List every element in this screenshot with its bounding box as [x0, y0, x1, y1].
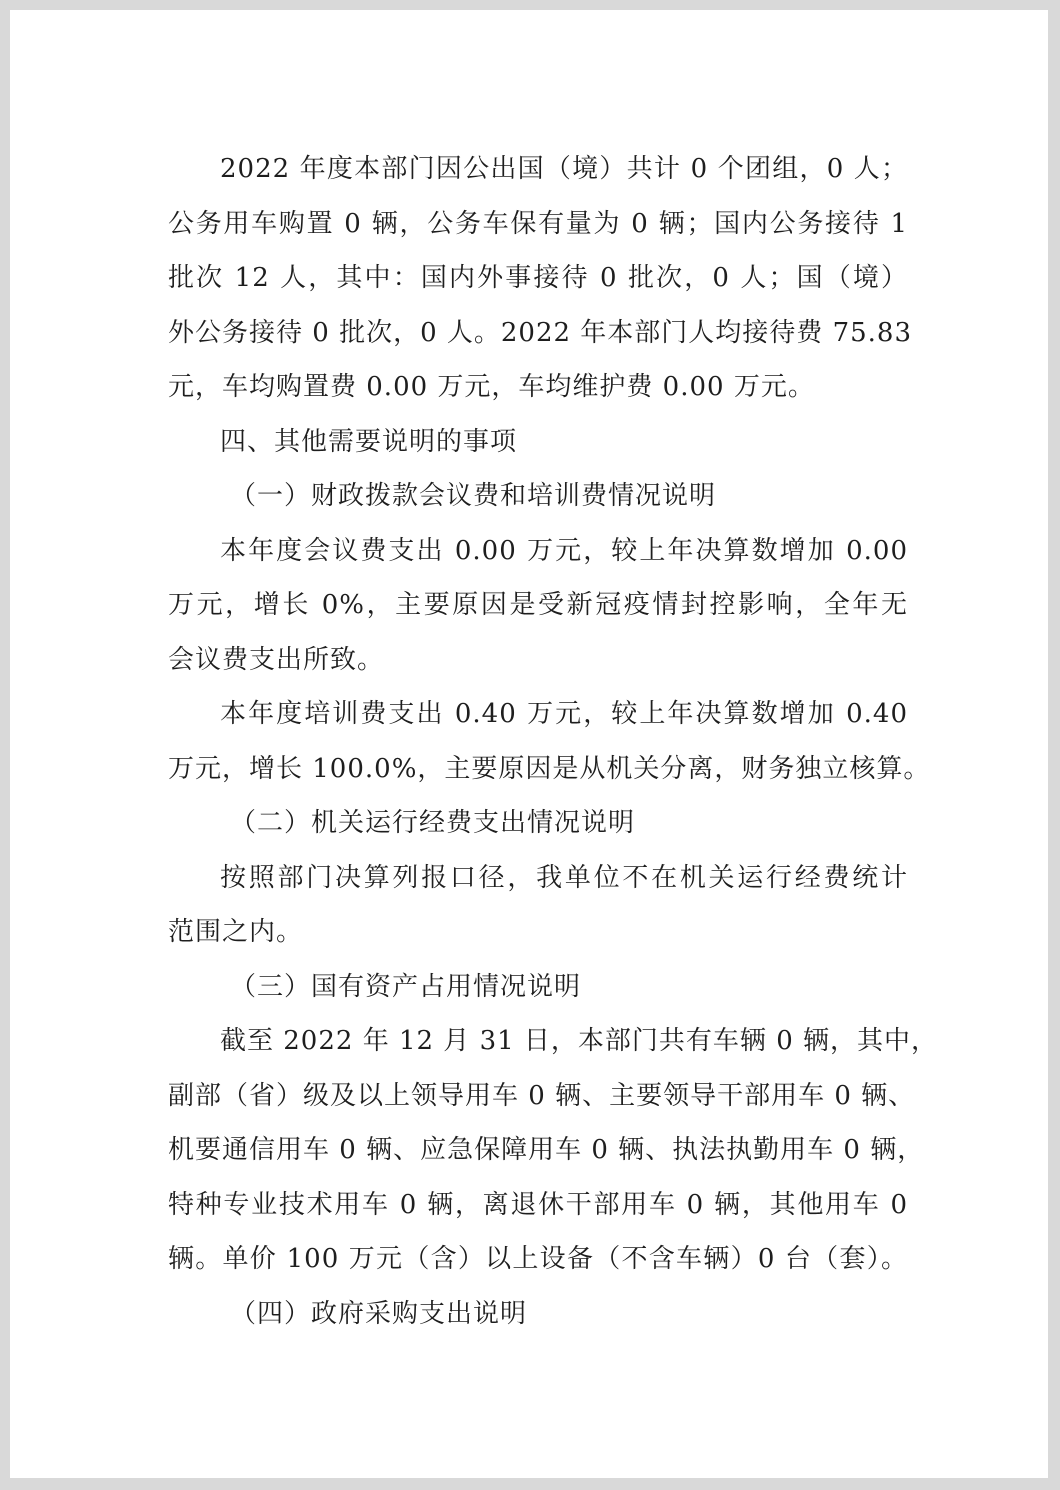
- paragraph-line: 万元，增长 100.0%，主要原因是从机关分离，财务独立核算。: [168, 753, 931, 784]
- paragraph-line: 特种专业技术用车 0 辆，离退休干部用车 0 辆，其他用车 0: [168, 1189, 908, 1220]
- document-page: [10, 10, 1048, 1478]
- paragraph-line: 本年度会议费支出 0.00 万元，较上年决算数增加 0.00: [220, 535, 908, 566]
- paragraph-line: 截至 2022 年 12 月 31 日，本部门共有车辆 0 辆，其中，: [220, 1026, 938, 1056]
- paragraph-line: 批次 12 人，其中：国内外事接待 0 批次，0 人；国（境）: [168, 263, 908, 293]
- paragraph-line: 2022 年度本部门因公出国（境）共计 0 个团组，0 人；: [220, 154, 908, 184]
- document-body: [168, 142, 938, 1341]
- section-heading: 四、其他需要说明的事项: [220, 426, 518, 457]
- subsection-heading: （三）国有资产占用情况说明: [230, 971, 582, 1002]
- paragraph-line: 万元，增长 0%，主要原因是受新冠疫情封控影响，全年无: [168, 590, 908, 620]
- paragraph-line: 辆。单价 100 万元（含）以上设备（不含车辆）0 台（套）。: [168, 1244, 908, 1274]
- paragraph-line: 范围之内。: [168, 917, 304, 947]
- paragraph-line: 机要通信用车 0 辆、应急保障用车 0 辆、执法执勤用车 0 辆，: [168, 1135, 925, 1165]
- paragraph-line: 副部（省）级及以上领导用车 0 辆、主要领导干部用车 0 辆、: [168, 1080, 916, 1111]
- paragraph-line: 本年度培训费支出 0.40 万元，较上年决算数增加 0.40: [220, 699, 908, 729]
- paragraph-line: 公务用车购置 0 辆，公务车保有量为 0 辆；国内公务接待 1: [168, 208, 908, 239]
- paragraph-line: 会议费支出所致。: [168, 644, 385, 675]
- subsection-heading: （二）机关运行经费支出情况说明: [230, 808, 636, 838]
- paragraph-line: 外公务接待 0 批次，0 人。2022 年本部门人均接待费 75.83: [168, 317, 913, 348]
- subsection-heading: （一）财政拨款会议费和培训费情况说明: [230, 481, 717, 511]
- subsection-heading: （四）政府采购支出说明: [230, 1298, 528, 1329]
- paragraph-line: 元，车均购置费 0.00 万元，车均维护费 0.00 万元。: [168, 372, 815, 402]
- paragraph-line: 按照部门决算列报口径，我单位不在机关运行经费统计: [220, 862, 908, 893]
